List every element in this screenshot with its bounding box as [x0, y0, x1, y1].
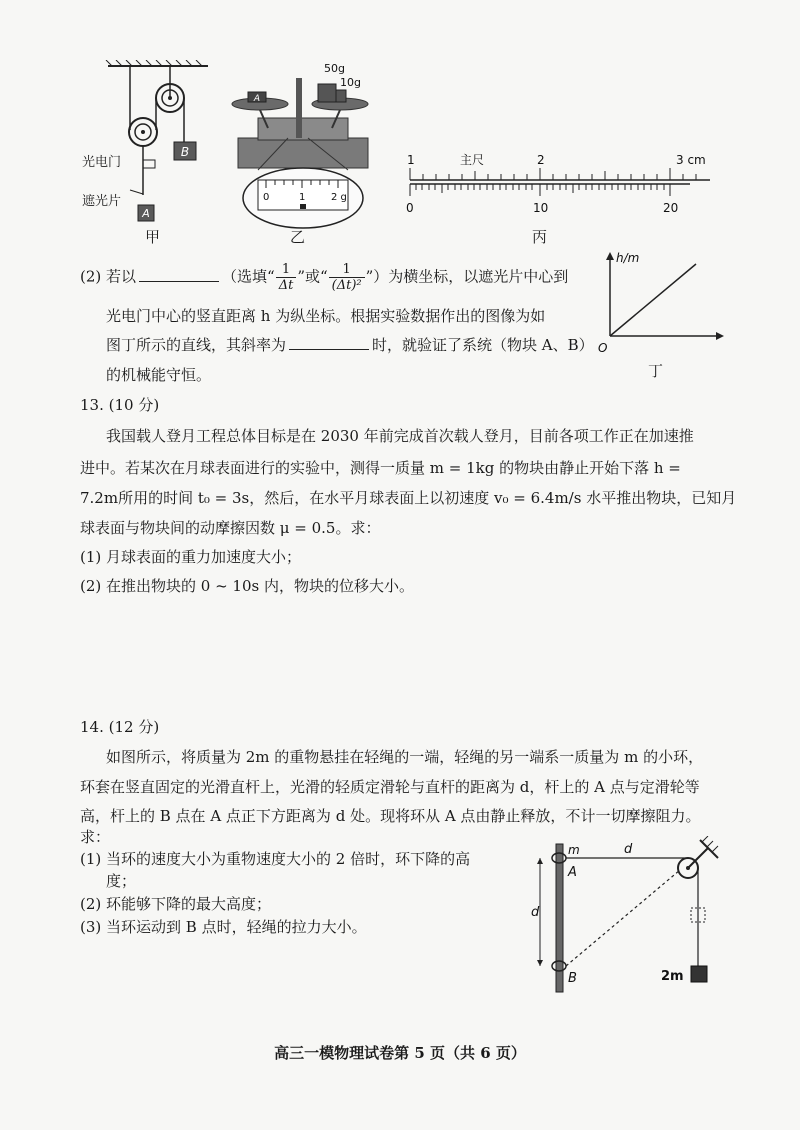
q13-header: 13. (10 分): [80, 396, 160, 414]
rider-scale-2: 2 g: [331, 192, 347, 203]
q13-line-2: 进中。若某次在月球表面进行的实验中，测得一质量 m = 1kg 的物块由静止开始下落 h =: [80, 459, 681, 477]
q14-line-4: 求：: [80, 828, 111, 846]
q14-line-3: 高，杆上的 B 点在 A 点正下方距离为 d 处。现将环从 A 点由静止释放，不计一切摩擦阻力。: [80, 807, 701, 825]
figure-ding-graph: [598, 248, 728, 363]
q14-mass-2m-label: 2m: [661, 969, 684, 984]
q14-line-2: 环套在竖直固定的光滑直杆上，光滑的轻质定滑轮与直杆的距离为 d，杆上的 A 点与定滑轮等: [80, 778, 700, 796]
shutter-label: 遮光片: [82, 194, 122, 209]
main-scale-3cm: 3 cm: [676, 153, 706, 167]
q14-line-1: 如图所示，将质量为 2m 的重物悬挂在轻绳的一端，轻绳的另一端系一质量为 m 的小环，: [106, 748, 704, 766]
ding-y-axis-label: h/m: [616, 251, 640, 265]
q12-line1-post: ”）为横坐标，以遮光片中心到: [365, 267, 569, 286]
q12-part2-line2: 光电门中心的竖直距离 h 为纵坐标。根据实验数据作出的图像为如: [106, 307, 546, 325]
rider-scale-0: 0: [263, 192, 270, 203]
figure-bing-vernier: [400, 150, 720, 222]
q14-header: 14. (12 分): [80, 718, 160, 736]
fraction-1-over-dt: $\frac{1}{\Delta t}$: [276, 262, 297, 293]
figure-yi-balance: [228, 58, 378, 238]
q14-point-b-label: B: [568, 971, 577, 986]
main-scale-1: 1: [407, 153, 415, 167]
pan-block-label: A: [253, 94, 261, 104]
q13-line-3: 7.2m所用的时间 t₀ = 3s，然后，在水平月球表面上以初速度 v₀ = 6.4m/s 水平推出物块，已知月: [80, 489, 737, 507]
figure-ding-caption: 丁: [648, 362, 664, 380]
q13-line-4: 球表面与物块间的动摩擦因数 μ = 0.5。求：: [80, 519, 381, 537]
answer-blank-1[interactable]: [139, 267, 219, 282]
q14-sub-2: (2) 环能够下降的最大高度；: [80, 895, 272, 913]
figure-yi-caption: 乙: [290, 228, 306, 246]
main-scale-label: 主尺: [460, 153, 485, 167]
q14-sub-3: (3) 当环运动到 B 点时，轻绳的拉力大小。: [80, 918, 367, 936]
block-b-label: B: [180, 145, 190, 159]
q12-part2-line1: [80, 262, 568, 293]
rider-scale-1: 1: [299, 192, 306, 203]
q12-line1-pre: (2) 若以: [80, 267, 137, 286]
vernier-scale-10: 10: [533, 201, 549, 215]
vernier-scale-0: 0: [406, 201, 414, 215]
q13-line-1: 我国载人登月工程总体目标是在 2030 年前完成首次载人登月，目前各项工作正在加速推: [106, 427, 694, 445]
fraction-1-over-dt-squared: $\frac{1}{\text{(Δt)²}}$: [329, 262, 365, 293]
q14-d-top-label: d: [624, 842, 633, 857]
figure-bing-caption: 丙: [532, 228, 548, 246]
figure-jia-caption: 甲: [145, 228, 161, 246]
answer-blank-2[interactable]: [289, 335, 369, 350]
q13-sub-2: (2) 在推出物块的 0 ~ 10s 内，物块的位移大小。: [80, 577, 414, 595]
q14-ring-m-label: m: [568, 843, 580, 857]
main-scale-2: 2: [537, 153, 545, 167]
q14-sub-1b: 度；: [106, 872, 137, 890]
ding-origin-label: O: [598, 341, 608, 355]
page-footer: 高三一模物理试卷第 5 页（共 6 页）: [274, 1044, 526, 1062]
q12-part2-line3: 图丁所示的直线，其斜率为 时，就验证了系统（物块 A、B）: [106, 336, 594, 354]
q14-sub-1a: (1) 当环的速度大小为重物速度大小的 2 倍时，环下降的高: [80, 850, 471, 868]
q12-part2-line4: 的机械能守恒。: [106, 366, 212, 384]
weight-10g-label: 10g: [340, 76, 361, 89]
q14-point-a-label: A: [568, 865, 577, 880]
q12-line1-mid: （选填“: [222, 267, 275, 286]
photogate-label: 光电门: [82, 155, 122, 170]
weight-50g-label: 50g: [324, 62, 345, 75]
q13-sub-1: (1) 月球表面的重力加速度大小；: [80, 548, 302, 566]
q14-d-side-label: d: [531, 905, 540, 920]
q12-or: ”或“: [297, 267, 328, 286]
figure-q14-ring-pulley: [528, 836, 728, 996]
block-a-label: A: [142, 207, 150, 220]
vernier-scale-20: 20: [663, 201, 679, 215]
